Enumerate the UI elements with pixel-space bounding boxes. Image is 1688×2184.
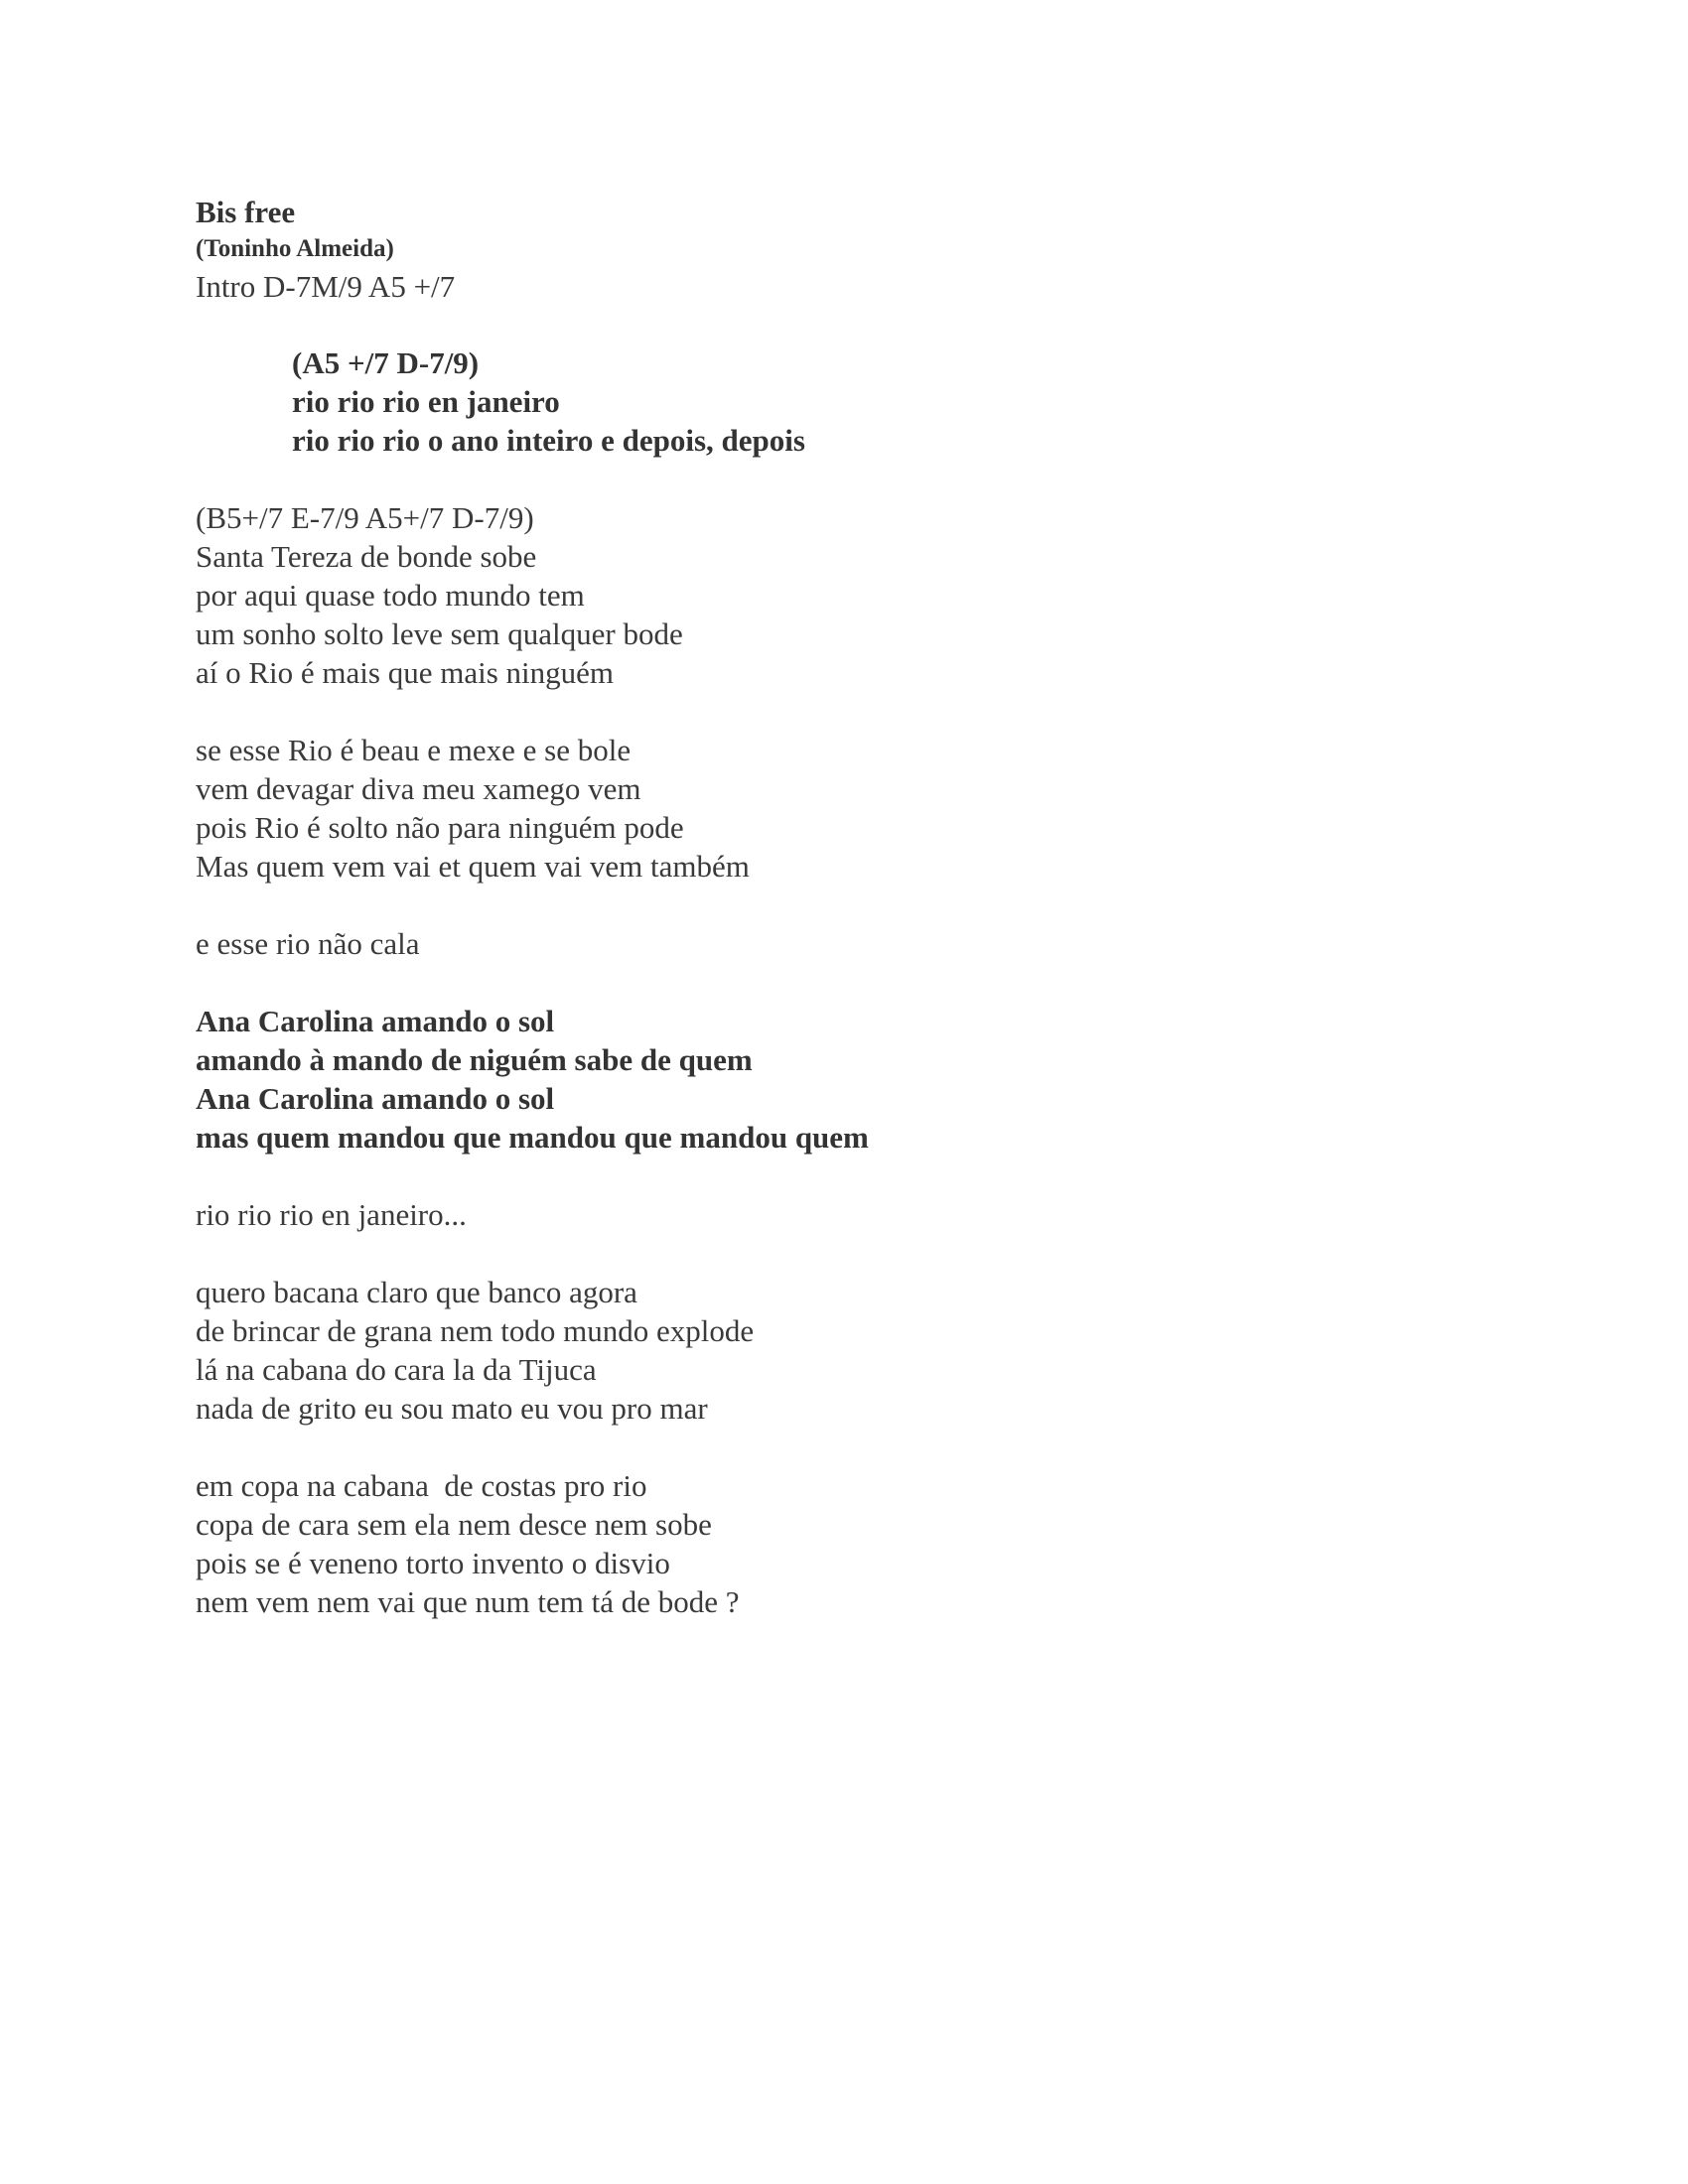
lyric-line: um sonho solto leve sem qualquer bode [196,616,683,651]
lyric-line: por aqui quase todo mundo tem [196,578,585,613]
lyric-line: aí o Rio é mais que mais ninguém [196,655,615,690]
lyric-line: amando à mando de niguém sabe de quem [196,1042,753,1077]
lyric-line: mas quem mandou que mandou que mandou quem [196,1120,869,1155]
lyric-line: rio rio rio en janeiro... [196,1197,467,1232]
lyric-line: rio rio rio en janeiro [292,384,560,419]
lyric-line: Ana Carolina amando o sol [196,1081,555,1116]
stanza-spacer [196,886,1486,924]
lyric-line: rio rio rio o ano inteiro e depois, depois [292,423,805,458]
lyric-line: (A5 +/7 D-7/9) [292,345,480,380]
lyric-line: quero bacana claro que banco agora [196,1275,637,1309]
lyric-line: lá na cabana do cara la da Tijuca [196,1352,597,1387]
stanza-spacer [196,1234,1486,1273]
lyric-line: pois se é veneno torto invento o disvio [196,1546,670,1580]
chorus-stanza [196,343,1486,460]
lyric-line: Mas quem vem vai et quem vai vem também [196,849,750,884]
lyric-line: se esse Rio é beau e mexe e se bole [196,733,632,767]
verse-stanza [196,924,1486,963]
lyrics-page [196,195,1486,1621]
lyric-line: e esse rio não cala [196,926,420,961]
lyric-line: em copa na cabana de costas pro rio [196,1468,647,1503]
song-title: Bis free [196,195,296,229]
lyrics-body [196,306,1486,1621]
stanza-spacer [196,1428,1486,1466]
lyric-line: pois Rio é solto não para ninguém pode [196,810,684,845]
chorus-stanza [196,1002,1486,1157]
lyric-line: vem devagar diva meu xamego vem [196,771,641,806]
lyric-line: copa de cara sem ela nem desce nem sobe [196,1507,712,1542]
stanza-spacer [196,306,1486,343]
verse-stanza [196,1466,1486,1621]
stanza-spacer [196,460,1486,498]
stanza-spacer [196,1157,1486,1195]
song-composer: (Toninho Almeida) [196,235,394,262]
verse-stanza [196,1273,1486,1428]
lyric-line: nada de grito eu sou mato eu vou pro mar [196,1391,708,1426]
lyric-line: nem vem nem vai que num tem tá de bode ? [196,1584,740,1619]
verse-stanza [196,731,1486,886]
stanza-spacer [196,692,1486,731]
stanza-spacer [196,963,1486,1002]
lyric-line: de brincar de grana nem todo mundo explode [196,1313,755,1348]
verse-stanza [196,1195,1486,1234]
lyric-line: Santa Tereza de bonde sobe [196,539,537,574]
lyric-line: (B5+/7 E-7/9 A5+/7 D-7/9) [196,500,534,535]
lyric-line: Ana Carolina amando o sol [196,1004,555,1038]
intro-chords: Intro D-7M/9 A5 +/7 [196,269,456,304]
verse-stanza [196,498,1486,692]
